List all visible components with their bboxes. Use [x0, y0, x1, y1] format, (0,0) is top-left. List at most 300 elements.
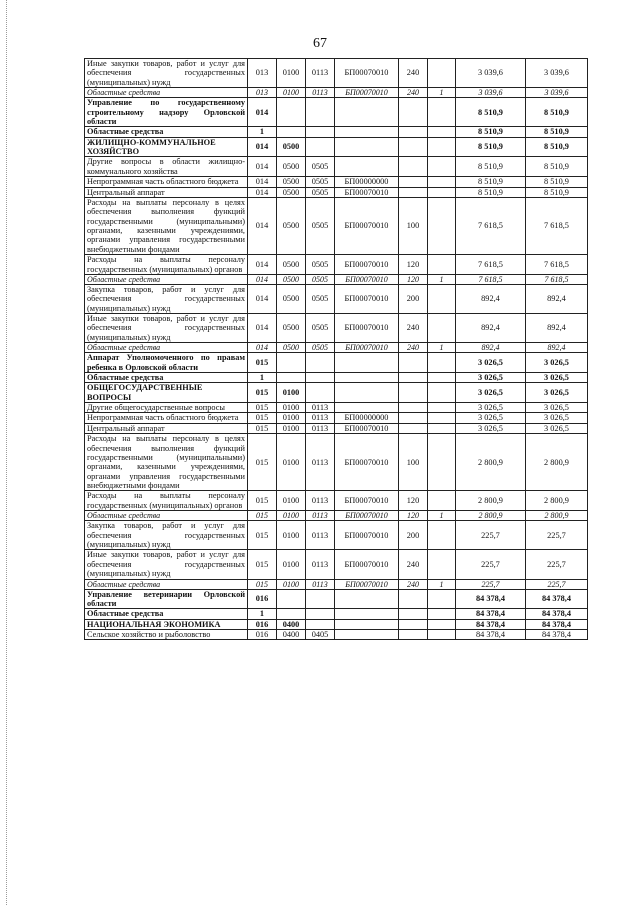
section-code-cell: 0500: [277, 187, 306, 197]
additional-code-cell: [428, 157, 456, 177]
subsection-code-cell: [306, 372, 335, 382]
section-code-cell: 0400: [277, 619, 306, 629]
target-item-code-cell: [335, 619, 399, 629]
table-row: [85, 187, 588, 197]
ministry-code-cell: 014: [248, 157, 277, 177]
subsection-code-cell: 0505: [306, 274, 335, 284]
amount-year2-cell: 8 510,9: [526, 98, 588, 127]
section-code-cell: 0100: [277, 579, 306, 589]
table-row: [85, 579, 588, 589]
item-name-cell: ЖИЛИЩНО-КОММУНАЛЬНОЕ ХОЗЯЙСТВО: [85, 137, 248, 157]
expense-type-code-cell: [399, 619, 428, 629]
item-name-cell: Управление по государственному строительному надзору Орловской области: [85, 98, 248, 127]
ministry-code-cell: 1: [248, 127, 277, 137]
item-name-cell: Иные закупки товаров, работ и услуг для обеспечения государственных (муниципальных) нужд: [85, 314, 248, 343]
additional-code-cell: [428, 187, 456, 197]
amount-year1-cell: 892,4: [456, 343, 526, 353]
expense-type-code-cell: [399, 630, 428, 640]
section-code-cell: 0400: [277, 630, 306, 640]
amount-year1-cell: 3 026,5: [456, 413, 526, 423]
amount-year2-cell: 892,4: [526, 343, 588, 353]
amount-year2-cell: 892,4: [526, 314, 588, 343]
item-name-cell: НАЦИОНАЛЬНАЯ ЭКОНОМИКА: [85, 619, 248, 629]
amount-year2-cell: 2 800,9: [526, 434, 588, 491]
target-item-code-cell: БП00070010: [335, 255, 399, 275]
section-code-cell: 0500: [277, 197, 306, 254]
amount-year1-cell: 3 026,5: [456, 383, 526, 403]
amount-year1-cell: 84 378,4: [456, 630, 526, 640]
target-item-code-cell: [335, 403, 399, 413]
ministry-code-cell: 015: [248, 413, 277, 423]
section-code-cell: 0100: [277, 59, 306, 88]
additional-code-cell: [428, 491, 456, 511]
amount-year1-cell: 84 378,4: [456, 609, 526, 619]
item-name-cell: Аппарат Уполномоченного по правам ребенка в Орловской области: [85, 353, 248, 373]
section-code-cell: [277, 127, 306, 137]
target-item-code-cell: [335, 383, 399, 403]
section-code-cell: 0100: [277, 550, 306, 579]
target-item-code-cell: БП00070010: [335, 491, 399, 511]
expense-type-code-cell: 100: [399, 434, 428, 491]
amount-year2-cell: 225,7: [526, 579, 588, 589]
subsection-code-cell: 0505: [306, 314, 335, 343]
item-name-cell: Расходы на выплаты персоналу государственных (муниципальных) органов: [85, 491, 248, 511]
table-row: [85, 98, 588, 127]
table-row: [85, 127, 588, 137]
additional-code-cell: [428, 255, 456, 275]
target-item-code-cell: БП00070010: [335, 550, 399, 579]
target-item-code-cell: БП00070010: [335, 187, 399, 197]
expense-type-code-cell: 120: [399, 511, 428, 521]
table-row: [85, 255, 588, 275]
table-row: [85, 630, 588, 640]
section-code-cell: 0100: [277, 413, 306, 423]
additional-code-cell: [428, 383, 456, 403]
amount-year2-cell: 2 800,9: [526, 511, 588, 521]
table-row: [85, 423, 588, 433]
additional-code-cell: 1: [428, 579, 456, 589]
subsection-code-cell: [306, 589, 335, 609]
expense-type-code-cell: 200: [399, 521, 428, 550]
subsection-code-cell: 0113: [306, 434, 335, 491]
section-code-cell: 0500: [277, 284, 306, 313]
item-name-cell: Областные средства: [85, 127, 248, 137]
item-name-cell: Управление ветеринарии Орловской области: [85, 589, 248, 609]
item-name-cell: Непрограммная часть областного бюджета: [85, 177, 248, 187]
table-row: [85, 353, 588, 373]
target-item-code-cell: БП00070010: [335, 284, 399, 313]
amount-year1-cell: 2 800,9: [456, 491, 526, 511]
amount-year2-cell: 8 510,9: [526, 137, 588, 157]
subsection-code-cell: [306, 353, 335, 373]
table-row: [85, 383, 588, 403]
subsection-code-cell: 0505: [306, 177, 335, 187]
subsection-code-cell: 0113: [306, 413, 335, 423]
additional-code-cell: [428, 372, 456, 382]
item-name-cell: Областные средства: [85, 343, 248, 353]
subsection-code-cell: 0113: [306, 423, 335, 433]
additional-code-cell: [428, 403, 456, 413]
amount-year1-cell: 2 800,9: [456, 434, 526, 491]
ministry-code-cell: 015: [248, 579, 277, 589]
amount-year1-cell: 2 800,9: [456, 511, 526, 521]
section-code-cell: 0100: [277, 403, 306, 413]
expense-type-code-cell: [399, 609, 428, 619]
expense-type-code-cell: [399, 177, 428, 187]
additional-code-cell: [428, 550, 456, 579]
ministry-code-cell: 014: [248, 314, 277, 343]
subsection-code-cell: 0405: [306, 630, 335, 640]
additional-code-cell: [428, 177, 456, 187]
table-row: [85, 550, 588, 579]
ministry-code-cell: 015: [248, 403, 277, 413]
additional-code-cell: [428, 98, 456, 127]
subsection-code-cell: [306, 383, 335, 403]
table-row: [85, 197, 588, 254]
table-row: [85, 177, 588, 187]
expense-type-code-cell: [399, 413, 428, 423]
subsection-code-cell: 0113: [306, 491, 335, 511]
item-name-cell: Иные закупки товаров, работ и услуг для обеспечения государственных (муниципальных) нужд: [85, 550, 248, 579]
amount-year1-cell: 3 026,5: [456, 372, 526, 382]
expense-type-code-cell: [399, 423, 428, 433]
ministry-code-cell: 016: [248, 619, 277, 629]
amount-year1-cell: 225,7: [456, 550, 526, 579]
section-code-cell: 0100: [277, 491, 306, 511]
amount-year1-cell: 8 510,9: [456, 98, 526, 127]
amount-year1-cell: 8 510,9: [456, 127, 526, 137]
additional-code-cell: [428, 521, 456, 550]
table-row: [85, 59, 588, 88]
table-row: [85, 619, 588, 629]
ministry-code-cell: 1: [248, 372, 277, 382]
scan-margin-line: [6, 0, 7, 905]
additional-code-cell: 1: [428, 343, 456, 353]
table-row: [85, 521, 588, 550]
item-name-cell: Областные средства: [85, 579, 248, 589]
amount-year2-cell: 225,7: [526, 550, 588, 579]
table-row: [85, 511, 588, 521]
additional-code-cell: [428, 59, 456, 88]
additional-code-cell: [428, 353, 456, 373]
amount-year2-cell: 7 618,5: [526, 255, 588, 275]
target-item-code-cell: [335, 353, 399, 373]
section-code-cell: 0500: [277, 255, 306, 275]
expense-type-code-cell: [399, 157, 428, 177]
amount-year1-cell: 3 026,5: [456, 403, 526, 413]
amount-year2-cell: 3 026,5: [526, 403, 588, 413]
amount-year2-cell: 8 510,9: [526, 177, 588, 187]
amount-year1-cell: 8 510,9: [456, 157, 526, 177]
item-name-cell: Другие вопросы в области жилищно-коммунального хозяйства: [85, 157, 248, 177]
target-item-code-cell: БП00070010: [335, 343, 399, 353]
ministry-code-cell: 014: [248, 343, 277, 353]
target-item-code-cell: БП00070010: [335, 314, 399, 343]
additional-code-cell: [428, 314, 456, 343]
item-name-cell: Иные закупки товаров, работ и услуг для обеспечения государственных (муниципальных) нужд: [85, 59, 248, 88]
additional-code-cell: 1: [428, 88, 456, 98]
amount-year2-cell: 2 800,9: [526, 491, 588, 511]
amount-year1-cell: 3 026,5: [456, 353, 526, 373]
amount-year1-cell: 3 026,5: [456, 423, 526, 433]
additional-code-cell: 1: [428, 274, 456, 284]
table-row: [85, 589, 588, 609]
section-code-cell: 0100: [277, 423, 306, 433]
ministry-code-cell: 015: [248, 550, 277, 579]
ministry-code-cell: 014: [248, 274, 277, 284]
additional-code-cell: [428, 284, 456, 313]
section-code-cell: [277, 353, 306, 373]
amount-year2-cell: 84 378,4: [526, 609, 588, 619]
subsection-code-cell: 0113: [306, 511, 335, 521]
amount-year1-cell: 8 510,9: [456, 177, 526, 187]
expense-type-code-cell: 240: [399, 88, 428, 98]
subsection-code-cell: 0113: [306, 550, 335, 579]
amount-year2-cell: 3 039,6: [526, 88, 588, 98]
item-name-cell: Областные средства: [85, 609, 248, 619]
section-code-cell: [277, 372, 306, 382]
target-item-code-cell: БП00070010: [335, 197, 399, 254]
amount-year1-cell: 3 039,6: [456, 88, 526, 98]
amount-year1-cell: 892,4: [456, 284, 526, 313]
ministry-code-cell: 014: [248, 98, 277, 127]
expense-type-code-cell: 240: [399, 314, 428, 343]
section-code-cell: [277, 609, 306, 619]
subsection-code-cell: [306, 619, 335, 629]
amount-year1-cell: 7 618,5: [456, 255, 526, 275]
amount-year1-cell: 84 378,4: [456, 619, 526, 629]
amount-year1-cell: 225,7: [456, 579, 526, 589]
ministry-code-cell: 015: [248, 383, 277, 403]
expense-type-code-cell: 200: [399, 284, 428, 313]
amount-year1-cell: 7 618,5: [456, 197, 526, 254]
ministry-code-cell: 016: [248, 589, 277, 609]
subsection-code-cell: 0505: [306, 157, 335, 177]
amount-year2-cell: 8 510,9: [526, 187, 588, 197]
additional-code-cell: [428, 434, 456, 491]
amount-year1-cell: 7 618,5: [456, 274, 526, 284]
table-row: [85, 434, 588, 491]
amount-year2-cell: 225,7: [526, 521, 588, 550]
amount-year2-cell: 84 378,4: [526, 589, 588, 609]
expense-type-code-cell: [399, 127, 428, 137]
expense-type-code-cell: 120: [399, 491, 428, 511]
ministry-code-cell: 015: [248, 423, 277, 433]
amount-year2-cell: 84 378,4: [526, 619, 588, 629]
target-item-code-cell: БП00070010: [335, 434, 399, 491]
ministry-code-cell: 013: [248, 59, 277, 88]
table-row: [85, 314, 588, 343]
amount-year2-cell: 3 026,5: [526, 413, 588, 423]
item-name-cell: Закупка товаров, работ и услуг для обеспечения государственных (муниципальных) нужд: [85, 284, 248, 313]
expense-type-code-cell: [399, 403, 428, 413]
section-code-cell: [277, 589, 306, 609]
ministry-code-cell: 014: [248, 137, 277, 157]
section-code-cell: [277, 98, 306, 127]
target-item-code-cell: [335, 98, 399, 127]
additional-code-cell: [428, 630, 456, 640]
expense-type-code-cell: [399, 187, 428, 197]
table-row: [85, 88, 588, 98]
ministry-code-cell: 015: [248, 511, 277, 521]
item-name-cell: Сельское хозяйство и рыболовство: [85, 630, 248, 640]
additional-code-cell: [428, 413, 456, 423]
item-name-cell: Другие общегосударственные вопросы: [85, 403, 248, 413]
section-code-cell: 0500: [277, 314, 306, 343]
amount-year2-cell: 8 510,9: [526, 157, 588, 177]
additional-code-cell: 1: [428, 511, 456, 521]
ministry-code-cell: 016: [248, 630, 277, 640]
ministry-code-cell: 015: [248, 521, 277, 550]
target-item-code-cell: БП00070010: [335, 579, 399, 589]
subsection-code-cell: 0113: [306, 59, 335, 88]
additional-code-cell: [428, 589, 456, 609]
item-name-cell: Расходы на выплаты персоналу в целях обеспечения выполнения функций государственными (муниципальными) органами, казенными учреждениями, органами управления государственными внебюджетными фондами: [85, 197, 248, 254]
ministry-code-cell: 014: [248, 255, 277, 275]
subsection-code-cell: [306, 98, 335, 127]
item-name-cell: Расходы на выплаты персоналу государственных (муниципальных) органов: [85, 255, 248, 275]
amount-year1-cell: 225,7: [456, 521, 526, 550]
amount-year2-cell: 3 026,5: [526, 423, 588, 433]
ministry-code-cell: 015: [248, 491, 277, 511]
expense-type-code-cell: 120: [399, 274, 428, 284]
section-code-cell: 0100: [277, 88, 306, 98]
section-code-cell: 0500: [277, 137, 306, 157]
item-name-cell: Областные средства: [85, 511, 248, 521]
target-item-code-cell: [335, 157, 399, 177]
ministry-code-cell: 014: [248, 197, 277, 254]
table-row: [85, 403, 588, 413]
target-item-code-cell: БП00000000: [335, 413, 399, 423]
amount-year2-cell: 3 026,5: [526, 353, 588, 373]
amount-year2-cell: 3 039,6: [526, 59, 588, 88]
subsection-code-cell: 0505: [306, 187, 335, 197]
table-row: [85, 372, 588, 382]
expense-type-code-cell: 100: [399, 197, 428, 254]
amount-year2-cell: 7 618,5: [526, 197, 588, 254]
expense-type-code-cell: 240: [399, 343, 428, 353]
section-code-cell: 0100: [277, 383, 306, 403]
target-item-code-cell: БП00070010: [335, 88, 399, 98]
additional-code-cell: [428, 609, 456, 619]
amount-year2-cell: 3 026,5: [526, 383, 588, 403]
table-row: [85, 413, 588, 423]
amount-year1-cell: 3 039,6: [456, 59, 526, 88]
target-item-code-cell: БП00000000: [335, 177, 399, 187]
additional-code-cell: [428, 197, 456, 254]
expense-type-code-cell: 240: [399, 59, 428, 88]
item-name-cell: Областные средства: [85, 274, 248, 284]
subsection-code-cell: 0505: [306, 343, 335, 353]
target-item-code-cell: БП00070010: [335, 423, 399, 433]
table-row: [85, 343, 588, 353]
ministry-code-cell: 1: [248, 609, 277, 619]
item-name-cell: Закупка товаров, работ и услуг для обеспечения государственных (муниципальных) нужд: [85, 521, 248, 550]
subsection-code-cell: 0505: [306, 255, 335, 275]
subsection-code-cell: 0505: [306, 197, 335, 254]
section-code-cell: 0500: [277, 177, 306, 187]
table-row: [85, 609, 588, 619]
section-code-cell: 0500: [277, 274, 306, 284]
subsection-code-cell: [306, 609, 335, 619]
target-item-code-cell: [335, 127, 399, 137]
ministry-code-cell: 014: [248, 187, 277, 197]
subsection-code-cell: 0505: [306, 284, 335, 313]
table-row: [85, 274, 588, 284]
ministry-code-cell: 013: [248, 88, 277, 98]
item-name-cell: Центральный аппарат: [85, 423, 248, 433]
page-number: 67: [313, 36, 327, 51]
additional-code-cell: [428, 137, 456, 157]
ministry-code-cell: 015: [248, 434, 277, 491]
ministry-code-cell: 014: [248, 177, 277, 187]
expense-type-code-cell: 120: [399, 255, 428, 275]
target-item-code-cell: БП00070010: [335, 59, 399, 88]
subsection-code-cell: [306, 127, 335, 137]
target-item-code-cell: [335, 630, 399, 640]
item-name-cell: Непрограммная часть областного бюджета: [85, 413, 248, 423]
subsection-code-cell: [306, 137, 335, 157]
additional-code-cell: [428, 423, 456, 433]
amount-year2-cell: 7 618,5: [526, 274, 588, 284]
target-item-code-cell: БП00070010: [335, 274, 399, 284]
expense-type-code-cell: [399, 353, 428, 373]
target-item-code-cell: БП00070010: [335, 521, 399, 550]
item-name-cell: Областные средства: [85, 88, 248, 98]
target-item-code-cell: [335, 372, 399, 382]
amount-year1-cell: 8 510,9: [456, 187, 526, 197]
ministry-code-cell: 014: [248, 284, 277, 313]
amount-year2-cell: 892,4: [526, 284, 588, 313]
expense-type-code-cell: 240: [399, 550, 428, 579]
item-name-cell: Расходы на выплаты персоналу в целях обеспечения выполнения функций государственными (муниципальными) органами, казенными учреждениями, органами управления государственными внебюджетными фондами: [85, 434, 248, 491]
expense-type-code-cell: [399, 372, 428, 382]
amount-year2-cell: 84 378,4: [526, 630, 588, 640]
expense-type-code-cell: [399, 589, 428, 609]
section-code-cell: 0100: [277, 434, 306, 491]
target-item-code-cell: [335, 137, 399, 157]
subsection-code-cell: 0113: [306, 403, 335, 413]
amount-year1-cell: 8 510,9: [456, 137, 526, 157]
target-item-code-cell: [335, 589, 399, 609]
table-row: [85, 157, 588, 177]
section-code-cell: 0500: [277, 157, 306, 177]
table-row: [85, 137, 588, 157]
amount-year2-cell: 8 510,9: [526, 127, 588, 137]
amount-year1-cell: 84 378,4: [456, 589, 526, 609]
amount-year1-cell: 892,4: [456, 314, 526, 343]
amount-year2-cell: 3 026,5: [526, 372, 588, 382]
subsection-code-cell: 0113: [306, 88, 335, 98]
table-row: [85, 491, 588, 511]
target-item-code-cell: [335, 609, 399, 619]
expense-type-code-cell: [399, 98, 428, 127]
budget-table: [84, 58, 588, 640]
ministry-code-cell: 015: [248, 353, 277, 373]
section-code-cell: 0500: [277, 343, 306, 353]
item-name-cell: Центральный аппарат: [85, 187, 248, 197]
table-row: [85, 284, 588, 313]
item-name-cell: Областные средства: [85, 372, 248, 382]
section-code-cell: 0100: [277, 511, 306, 521]
target-item-code-cell: БП00070010: [335, 511, 399, 521]
expense-type-code-cell: 240: [399, 579, 428, 589]
additional-code-cell: [428, 619, 456, 629]
section-code-cell: 0100: [277, 521, 306, 550]
additional-code-cell: [428, 127, 456, 137]
item-name-cell: ОБЩЕГОСУДАРСТВЕННЫЕ ВОПРОСЫ: [85, 383, 248, 403]
subsection-code-cell: 0113: [306, 579, 335, 589]
